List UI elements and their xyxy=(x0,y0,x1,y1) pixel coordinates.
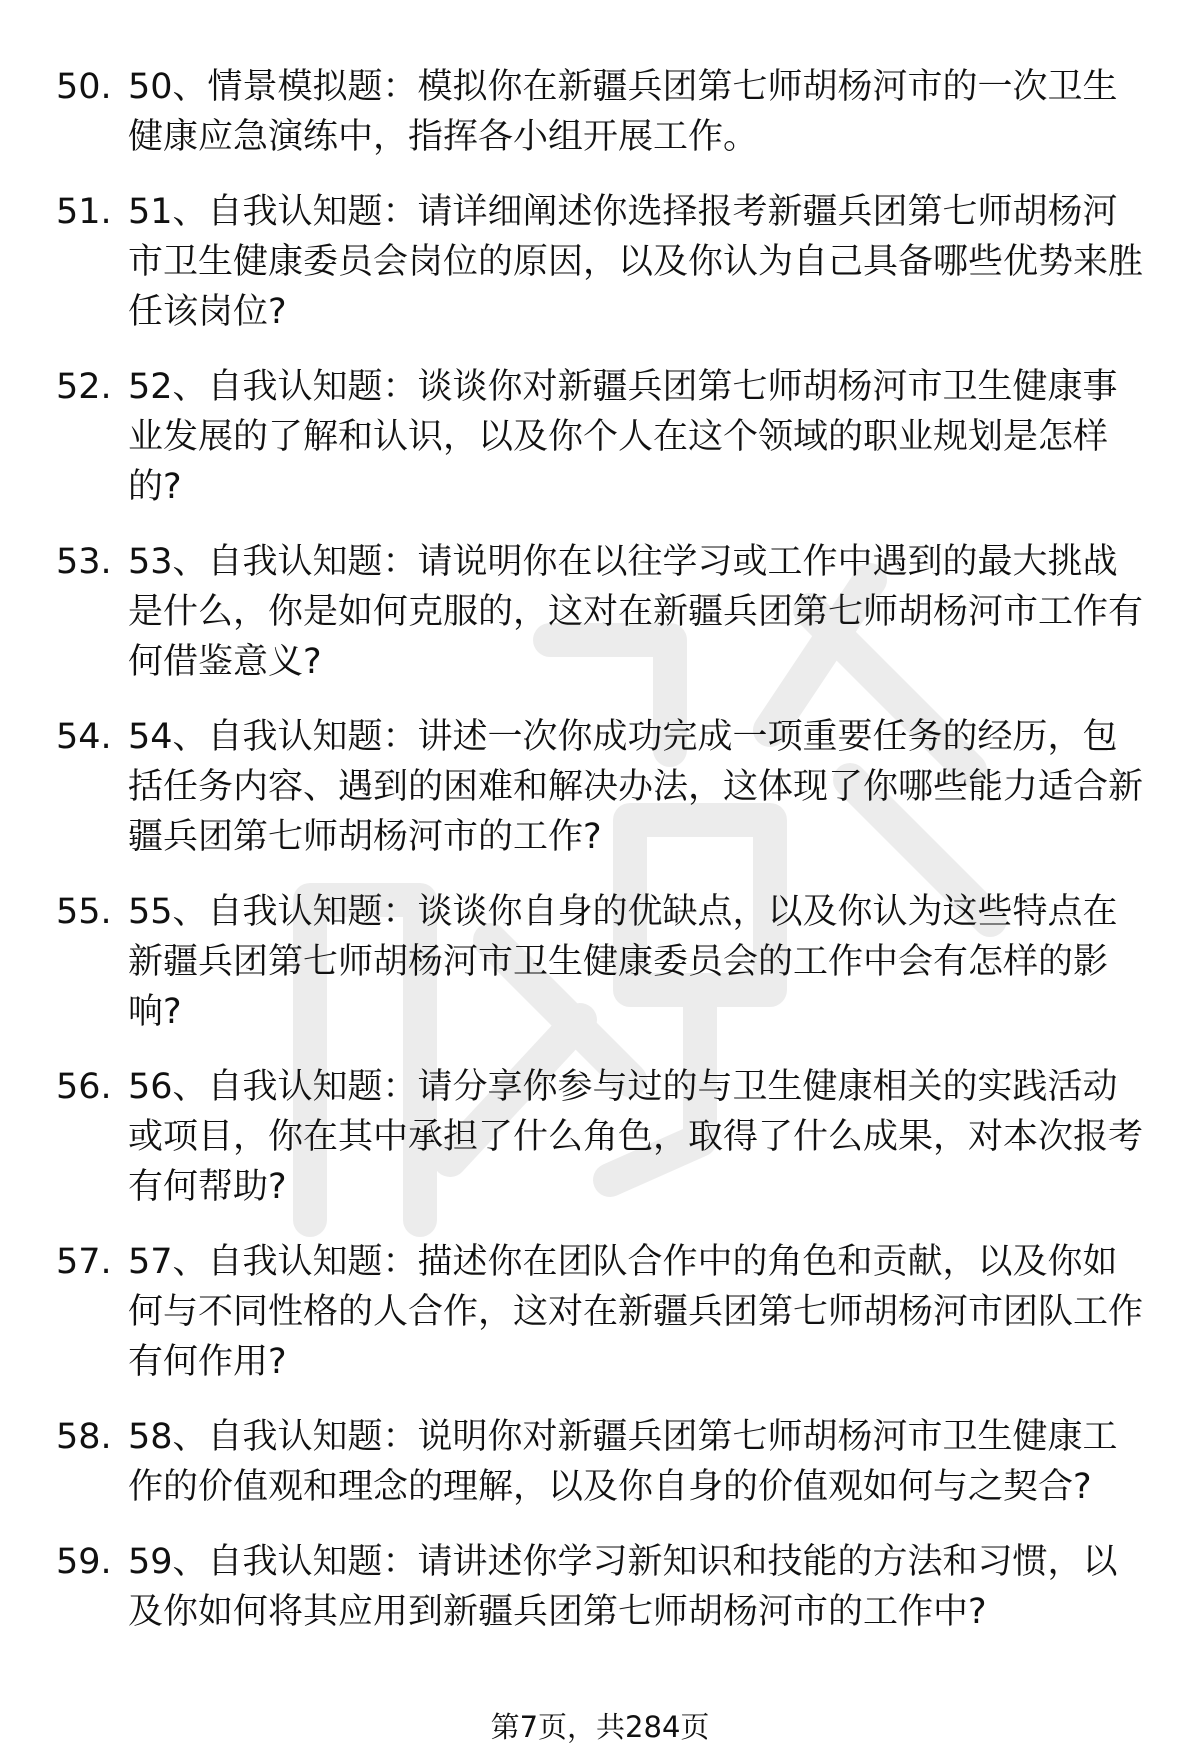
question-text: 53、自我认知题：请说明你在以往学习或工作中遇到的最大挑战是什么，你是如何克服的，这对在新疆兵团第七师胡杨河市工作有何借鉴意义? xyxy=(128,542,1144,682)
question-item xyxy=(56,537,1146,687)
question-text: 56、自我认知题：请分享你参与过的与卫生健康相关的实践活动或项目，你在其中承担了什么角色，取得了什么成果，对本次报考有何帮助? xyxy=(128,1067,1144,1207)
question-number: 55. xyxy=(56,892,112,932)
question-text: 50、情景模拟题：模拟你在新疆兵团第七师胡杨河市的一次卫生健康应急演练中，指挥各小组开展工作。 xyxy=(128,67,1118,157)
question-number: 53. xyxy=(56,542,112,582)
question-number: 56. xyxy=(56,1067,112,1107)
question-item xyxy=(56,1537,1146,1637)
question-text: 52、自我认知题：谈谈你对新疆兵团第七师胡杨河市卫生健康事业发展的了解和认识，以及你个人在这个领域的职业规划是怎样的? xyxy=(128,367,1118,507)
question-item xyxy=(56,362,1146,512)
question-number: 59. xyxy=(56,1542,112,1582)
question-item xyxy=(56,887,1146,1037)
question-item xyxy=(56,712,1146,862)
question-number: 58. xyxy=(56,1417,112,1457)
question-number: 50. xyxy=(56,67,112,107)
question-text: 57、自我认知题：描述你在团队合作中的角色和贡献，以及你如何与不同性格的人合作，这对在新疆兵团第七师胡杨河市团队工作有何作用? xyxy=(128,1242,1144,1382)
question-text: 59、自我认知题：请讲述你学习新知识和技能的方法和习惯，以及你如何将其应用到新疆兵团第七师胡杨河市的工作中? xyxy=(128,1542,1118,1632)
question-number: 52. xyxy=(56,367,112,407)
question-text: 54、自我认知题：讲述一次你成功完成一项重要任务的经历，包括任务内容、遇到的困难和解决办法，这体现了你哪些能力适合新疆兵团第七师胡杨河市的工作? xyxy=(128,717,1144,857)
question-list xyxy=(56,62,1146,1662)
question-number: 54. xyxy=(56,717,112,757)
question-item xyxy=(56,1237,1146,1387)
question-text: 55、自我认知题：谈谈你自身的优缺点，以及你认为这些特点在新疆兵团第七师胡杨河市卫生健康委员会的工作中会有怎样的影响? xyxy=(128,892,1118,1032)
question-number: 51. xyxy=(56,192,112,232)
page-number-footer: 第7页，共284页 xyxy=(490,1710,710,1744)
question-item xyxy=(56,62,1146,162)
question-item xyxy=(56,1412,1146,1512)
question-number: 57. xyxy=(56,1242,112,1282)
question-item xyxy=(56,187,1146,337)
question-text: 58、自我认知题：说明你对新疆兵团第七师胡杨河市卫生健康工作的价值观和理念的理解，以及你自身的价值观如何与之契合? xyxy=(128,1417,1118,1507)
question-text: 51、自我认知题：请详细阐述你选择报考新疆兵团第七师胡杨河市卫生健康委员会岗位的原因，以及你认为自己具备哪些优势来胜任该岗位? xyxy=(128,192,1144,332)
question-item xyxy=(56,1062,1146,1212)
